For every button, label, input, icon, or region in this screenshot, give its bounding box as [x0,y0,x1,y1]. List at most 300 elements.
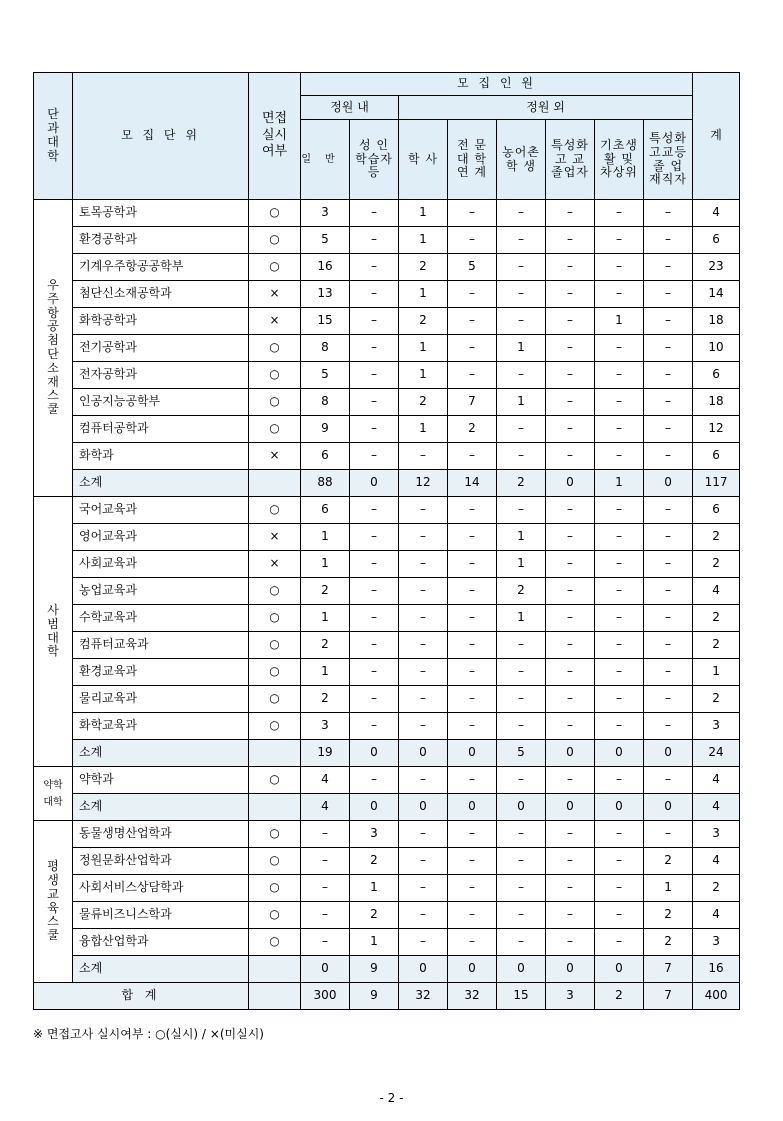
count-cell: – [448,524,497,551]
subtotal-cell: 0 [301,956,350,983]
count-cell: – [448,902,497,929]
count-cell: – [301,902,350,929]
interview-mark: × [249,281,301,308]
count-cell: – [399,605,448,632]
interview-mark: ○ [249,362,301,389]
subtotal-cell: 0 [546,794,595,821]
count-cell: – [497,416,546,443]
page-number: - 2 - [379,1091,404,1105]
row-total: 23 [693,254,740,281]
count-cell: – [350,200,399,227]
count-cell: – [448,335,497,362]
count-cell: 1 [644,875,693,902]
count-cell: 2 [497,578,546,605]
table-row [34,281,740,308]
count-cell: 1 [497,551,546,578]
row-total: 3 [693,929,740,956]
count-cell: – [350,497,399,524]
count-cell: 1 [399,227,448,254]
subtotal-cell: 88 [301,470,350,497]
count-cell: – [399,632,448,659]
grand-total-cell: 7 [644,983,693,1010]
header-within: 정원 내 [301,96,399,120]
count-cell: – [595,497,644,524]
interview-mark: ○ [249,389,301,416]
count-cell: – [644,362,693,389]
interview-mark: ○ [249,902,301,929]
count-cell: – [595,335,644,362]
count-cell: – [497,281,546,308]
count-cell: – [350,443,399,470]
row-total: 6 [693,443,740,470]
count-cell: – [546,497,595,524]
interview-mark: × [249,524,301,551]
count-cell: – [448,308,497,335]
count-cell: 7 [448,389,497,416]
count-cell: – [546,632,595,659]
count-cell: – [448,281,497,308]
count-cell: – [448,848,497,875]
subtotal-row [34,470,740,497]
table-row [34,713,740,740]
count-cell: – [595,686,644,713]
count-cell: – [497,875,546,902]
subtotal-total: 4 [693,794,740,821]
count-cell: – [350,227,399,254]
subtotal-mark [249,740,301,767]
count-cell: – [644,713,693,740]
footnote: ※ 면접고사 실시여부 : ○(실시) / ×(미실시) [33,1027,264,1041]
count-cell: 5 [448,254,497,281]
count-cell: – [301,848,350,875]
table-row [34,362,740,389]
count-cell: – [595,632,644,659]
count-cell: – [644,659,693,686]
count-cell: – [350,416,399,443]
subtotal-label: 소계 [73,794,249,821]
count-cell: – [448,227,497,254]
count-cell: 1 [497,335,546,362]
table-row [34,686,740,713]
count-cell: – [448,497,497,524]
count-cell: – [301,821,350,848]
count-cell: – [350,524,399,551]
interview-mark: ○ [249,713,301,740]
college-cell: 사 범 대 학 [34,497,73,767]
count-cell: 1 [350,929,399,956]
count-cell: – [497,497,546,524]
college-cell: 평 생 교 육 스 쿨 [34,821,73,983]
grand-total-mark [249,983,301,1010]
count-cell: – [448,767,497,794]
subtotal-cell: 0 [497,794,546,821]
row-total: 2 [693,551,740,578]
row-total: 10 [693,335,740,362]
count-cell: – [497,686,546,713]
count-cell: – [301,929,350,956]
count-cell: 2 [301,578,350,605]
subheader-col-1: 성 인 학습자 등 [350,120,399,200]
count-cell: 2 [448,416,497,443]
count-cell: – [595,605,644,632]
count-cell: – [350,686,399,713]
interview-mark: ○ [249,632,301,659]
interview-mark: ○ [249,686,301,713]
count-cell: – [595,416,644,443]
table-row [34,497,740,524]
subtotal-cell: 4 [301,794,350,821]
header-college: 단 과 대 학 [34,73,73,200]
subtotal-cell: 0 [448,956,497,983]
count-cell: – [497,848,546,875]
count-cell: 1 [497,605,546,632]
count-cell: – [644,821,693,848]
subtotal-cell: 0 [595,740,644,767]
count-cell: – [399,497,448,524]
count-cell: 8 [301,389,350,416]
count-cell: 3 [350,821,399,848]
subtotal-cell: 0 [595,794,644,821]
count-cell: – [448,929,497,956]
unit-name: 화학교육과 [73,713,249,740]
count-cell: – [497,659,546,686]
count-cell: – [350,254,399,281]
table-row [34,605,740,632]
count-cell: 1 [350,875,399,902]
count-cell: 9 [301,416,350,443]
count-cell: – [399,875,448,902]
count-cell: 2 [399,308,448,335]
count-cell: – [497,713,546,740]
subtotal-mark [249,470,301,497]
count-cell: – [497,767,546,794]
count-cell: – [350,713,399,740]
row-total: 18 [693,308,740,335]
interview-mark: × [249,443,301,470]
subtotal-cell: 0 [546,740,595,767]
count-cell: – [399,578,448,605]
count-cell: – [644,254,693,281]
unit-name: 사회교육과 [73,551,249,578]
table-row [34,335,740,362]
count-cell: – [595,200,644,227]
count-cell: – [399,821,448,848]
count-cell: – [448,686,497,713]
row-total: 2 [693,875,740,902]
count-cell: – [546,875,595,902]
count-cell: – [546,335,595,362]
unit-name: 첨단신소재공학과 [73,281,249,308]
count-cell: 16 [301,254,350,281]
count-cell: – [448,200,497,227]
count-cell: – [399,929,448,956]
count-cell: – [644,416,693,443]
subheader-col-7: 특성화 고교등 졸 업 재직자 [644,120,693,200]
table-row [34,389,740,416]
count-cell: – [546,713,595,740]
count-cell: 3 [301,713,350,740]
row-total: 3 [693,713,740,740]
row-total: 1 [693,659,740,686]
count-cell: – [595,929,644,956]
row-total: 14 [693,281,740,308]
count-cell: – [546,821,595,848]
unit-name: 기계우주항공공학부 [73,254,249,281]
count-cell: – [448,443,497,470]
count-cell: – [546,416,595,443]
count-cell: – [595,659,644,686]
table-row [34,578,740,605]
subtotal-label: 소계 [73,470,249,497]
subtotal-cell: 0 [644,740,693,767]
count-cell: – [546,227,595,254]
count-cell: – [644,605,693,632]
count-cell: 2 [644,848,693,875]
row-total: 6 [693,362,740,389]
count-cell: – [350,578,399,605]
count-cell: 2 [350,902,399,929]
count-cell: – [350,551,399,578]
count-cell: – [644,335,693,362]
count-cell: – [595,227,644,254]
table-row [34,416,740,443]
count-cell: – [399,686,448,713]
count-cell: – [644,686,693,713]
count-cell: 1 [399,281,448,308]
count-cell: – [350,605,399,632]
unit-name: 전기공학과 [73,335,249,362]
grand-total-sum: 400 [693,983,740,1010]
subtotal-row [34,740,740,767]
count-cell: – [301,875,350,902]
count-cell: – [595,362,644,389]
count-cell: – [644,497,693,524]
count-cell: – [546,578,595,605]
table-row [34,551,740,578]
table-row [34,929,740,956]
grand-total-cell: 15 [497,983,546,1010]
count-cell: – [448,875,497,902]
subheader-col-2: 학 사 [399,120,448,200]
count-cell: – [644,551,693,578]
college-cell: 우 주 항 공 첨 단 소 재 스 쿨 [34,200,73,497]
row-total: 2 [693,524,740,551]
row-total: 2 [693,632,740,659]
count-cell: 6 [301,443,350,470]
interview-mark: ○ [249,929,301,956]
header-recruit: 모 집 인 원 [301,73,693,96]
grand-total-cell: 3 [546,983,595,1010]
row-total: 4 [693,767,740,794]
count-cell: – [546,551,595,578]
unit-name: 수학교육과 [73,605,249,632]
unit-name: 화학과 [73,443,249,470]
interview-mark: ○ [249,578,301,605]
count-cell: – [399,848,448,875]
subtotal-cell: 9 [350,956,399,983]
subtotal-cell: 0 [448,794,497,821]
count-cell: – [546,605,595,632]
count-cell: – [448,578,497,605]
count-cell: – [595,875,644,902]
interview-mark: × [249,308,301,335]
table-row [34,902,740,929]
subtotal-total: 117 [693,470,740,497]
interview-mark: ○ [249,605,301,632]
subheader-col-6: 기초생 활 및 차상위 [595,120,644,200]
unit-name: 국어교육과 [73,497,249,524]
count-cell: 15 [301,308,350,335]
interview-mark: ○ [249,227,301,254]
count-cell: – [497,902,546,929]
count-cell: – [595,767,644,794]
count-cell: 5 [301,362,350,389]
subtotal-total: 16 [693,956,740,983]
count-cell: – [399,551,448,578]
interview-mark: ○ [249,200,301,227]
count-cell: 1 [301,524,350,551]
subtotal-cell: 0 [644,794,693,821]
count-cell: – [644,524,693,551]
count-cell: – [644,767,693,794]
count-cell: – [595,902,644,929]
table-row [34,308,740,335]
unit-name: 인공지능공학부 [73,389,249,416]
subheader-col-4: 농어촌 학 생 [497,120,546,200]
count-cell: – [595,389,644,416]
subtotal-total: 24 [693,740,740,767]
count-cell: 2 [644,902,693,929]
count-cell: – [546,443,595,470]
grand-total-row [34,983,740,1010]
count-cell: – [595,254,644,281]
grand-total-cell: 9 [350,983,399,1010]
unit-name: 환경공학과 [73,227,249,254]
table-row [34,524,740,551]
count-cell: 2 [399,389,448,416]
count-cell: 5 [301,227,350,254]
count-cell: 13 [301,281,350,308]
count-cell: – [546,254,595,281]
table-row [34,767,740,794]
unit-name: 융합산업학과 [73,929,249,956]
count-cell: – [448,713,497,740]
interview-mark: ○ [249,875,301,902]
count-cell: – [448,659,497,686]
count-cell: – [644,443,693,470]
count-cell: 1 [301,551,350,578]
count-cell: – [350,767,399,794]
subtotal-mark [249,794,301,821]
subtotal-row [34,794,740,821]
grand-total-cell: 300 [301,983,350,1010]
subheader-col-0: 일반 [301,120,350,200]
subtotal-cell: 0 [497,956,546,983]
count-cell: – [399,659,448,686]
count-cell: 1 [399,416,448,443]
count-cell: – [644,281,693,308]
subtotal-cell: 0 [350,794,399,821]
table-row [34,443,740,470]
count-cell: 6 [301,497,350,524]
table-row [34,848,740,875]
count-cell: – [595,281,644,308]
count-cell: 1 [301,605,350,632]
count-cell: – [448,551,497,578]
count-cell: 2 [301,686,350,713]
interview-mark: ○ [249,848,301,875]
count-cell: – [546,281,595,308]
row-total: 4 [693,578,740,605]
subtotal-row [34,956,740,983]
count-cell: – [350,281,399,308]
count-cell: – [350,659,399,686]
row-total: 4 [693,200,740,227]
row-total: 12 [693,416,740,443]
row-total: 18 [693,389,740,416]
count-cell: – [595,524,644,551]
subtotal-label: 소계 [73,956,249,983]
count-cell: 2 [644,929,693,956]
count-cell: – [399,524,448,551]
count-cell: – [546,362,595,389]
count-cell: 4 [301,767,350,794]
count-cell: – [546,308,595,335]
unit-name: 영어교육과 [73,524,249,551]
count-cell: – [644,632,693,659]
count-cell: – [448,605,497,632]
unit-name: 물리교육과 [73,686,249,713]
subtotal-cell: 7 [644,956,693,983]
unit-name: 물류비즈니스학과 [73,902,249,929]
unit-name: 컴퓨터교육과 [73,632,249,659]
count-cell: – [399,902,448,929]
count-cell: 1 [399,335,448,362]
count-cell: – [644,200,693,227]
count-cell: – [448,632,497,659]
count-cell: – [497,821,546,848]
interview-mark: ○ [249,767,301,794]
subtotal-cell: 0 [448,740,497,767]
count-cell: – [497,443,546,470]
subheader-col-5: 특성화 고 교 졸업자 [546,120,595,200]
count-cell: 8 [301,335,350,362]
count-cell: – [350,362,399,389]
grand-total-label: 합 계 [34,983,249,1010]
unit-name: 컴퓨터공학과 [73,416,249,443]
row-total: 4 [693,902,740,929]
subtotal-cell: 0 [546,470,595,497]
header-unit: 모 집 단 위 [73,73,249,200]
count-cell: – [399,767,448,794]
table-row [34,632,740,659]
count-cell: – [546,659,595,686]
table-row [34,659,740,686]
interview-mark: ○ [249,416,301,443]
unit-name: 약학과 [73,767,249,794]
unit-name: 동물생명산업학과 [73,821,249,848]
count-cell: – [497,308,546,335]
count-cell: – [497,632,546,659]
unit-name: 정원문화산업학과 [73,848,249,875]
header-interview: 면접 실시 여부 [249,73,301,200]
count-cell: – [350,308,399,335]
count-cell: – [497,254,546,281]
count-cell: 2 [350,848,399,875]
count-cell: – [546,524,595,551]
subtotal-cell: 0 [546,956,595,983]
count-cell: – [644,227,693,254]
